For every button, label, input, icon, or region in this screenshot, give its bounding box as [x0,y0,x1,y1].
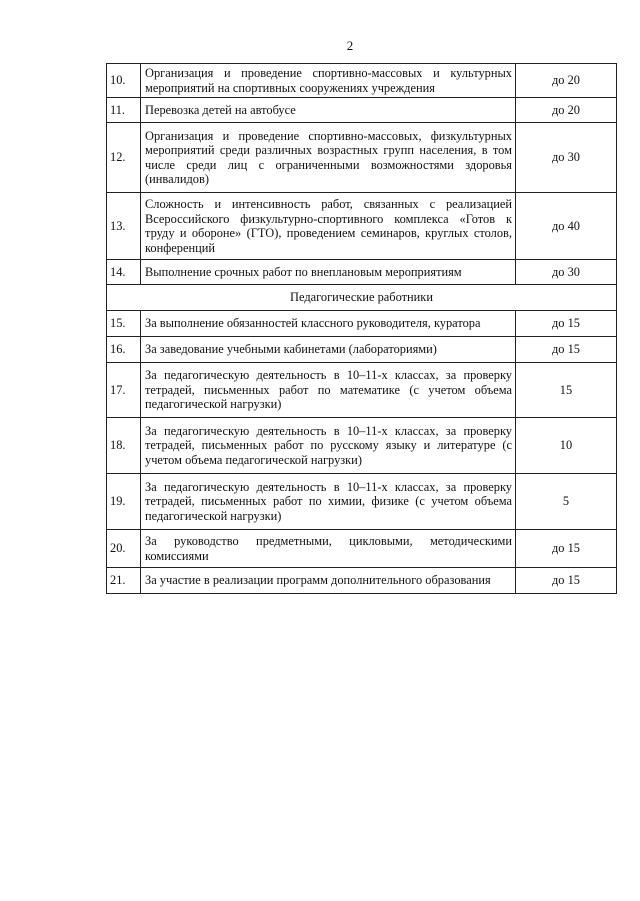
row-value: 15 [516,363,617,418]
table-row [107,474,617,530]
row-number: 20. [107,530,141,568]
row-description: Перевозка детей на автобусе [141,98,516,123]
row-description: За участие в реализации программ дополнительного образования [141,568,516,594]
table-row [107,260,617,285]
table-row [107,98,617,123]
page-number: 2 [346,38,354,53]
table-row [107,418,617,474]
row-value: до 20 [516,64,617,98]
table-row [107,311,617,337]
section-row [107,285,617,311]
table-row [107,193,617,260]
row-description: Выполнение срочных работ по внеплановым мероприятиям [141,260,516,285]
row-value: 10 [516,418,617,474]
row-value: до 20 [516,98,617,123]
row-description: За педагогическую деятельность в 10–11-х классах, за проверку тетрадей, письменных работ по химии, физике (с учетом объема педагогической нагрузки) [141,474,516,530]
table-row [107,123,617,193]
row-number: 14. [107,260,141,285]
table-row [107,64,617,98]
row-value: до 30 [516,260,617,285]
row-number: 11. [107,98,141,123]
row-description: За педагогическую деятельность в 10–11-х классах, за проверку тетрадей, письменных работ по русскому языку и литературе (с учетом объема педагогической нагрузки) [141,418,516,474]
payments-table [106,63,617,594]
row-number: 12. [107,123,141,193]
row-description: Организация и проведение спортивно-массовых и культурных мероприятий на спортивных сооружениях учреждения [141,64,516,98]
row-number: 10. [107,64,141,98]
row-value: до 30 [516,123,617,193]
row-number: 19. [107,474,141,530]
row-value: до 15 [516,311,617,337]
row-description: За заведование учебными кабинетами (лабораториями) [141,337,516,363]
row-value: до 40 [516,193,617,260]
row-description: За руководство предметными, цикловыми, методическими комиссиями [141,530,516,568]
row-value: 5 [516,474,617,530]
row-number: 13. [107,193,141,260]
row-value: до 15 [516,337,617,363]
section-heading: Педагогические работники [107,285,617,311]
row-number: 16. [107,337,141,363]
table-row [107,363,617,418]
row-value: до 15 [516,530,617,568]
row-number: 15. [107,311,141,337]
row-number: 17. [107,363,141,418]
table-row [107,530,617,568]
row-value: до 15 [516,568,617,594]
table-row [107,568,617,594]
row-description: За педагогическую деятельность в 10–11-х классах, за проверку тетрадей, письменных работ по математике (с учетом объема педагогической нагрузки) [141,363,516,418]
row-number: 18. [107,418,141,474]
row-description: За выполнение обязанностей классного руководителя, куратора [141,311,516,337]
row-number: 21. [107,568,141,594]
row-description: Организация и проведение спортивно-массовых, физкультурных мероприятий среди различных возрастных групп населения, в том числе среди лиц с ограниченными возможностями здоровья (инвалидов) [141,123,516,193]
table-row [107,337,617,363]
row-description: Сложность и интенсивность работ, связанных с реализацией Всероссийского физкультурно-спортивного комплекса «Готов к труду и обороне» (ГТО), проведением семинаров, круглых столов, конференций [141,193,516,260]
